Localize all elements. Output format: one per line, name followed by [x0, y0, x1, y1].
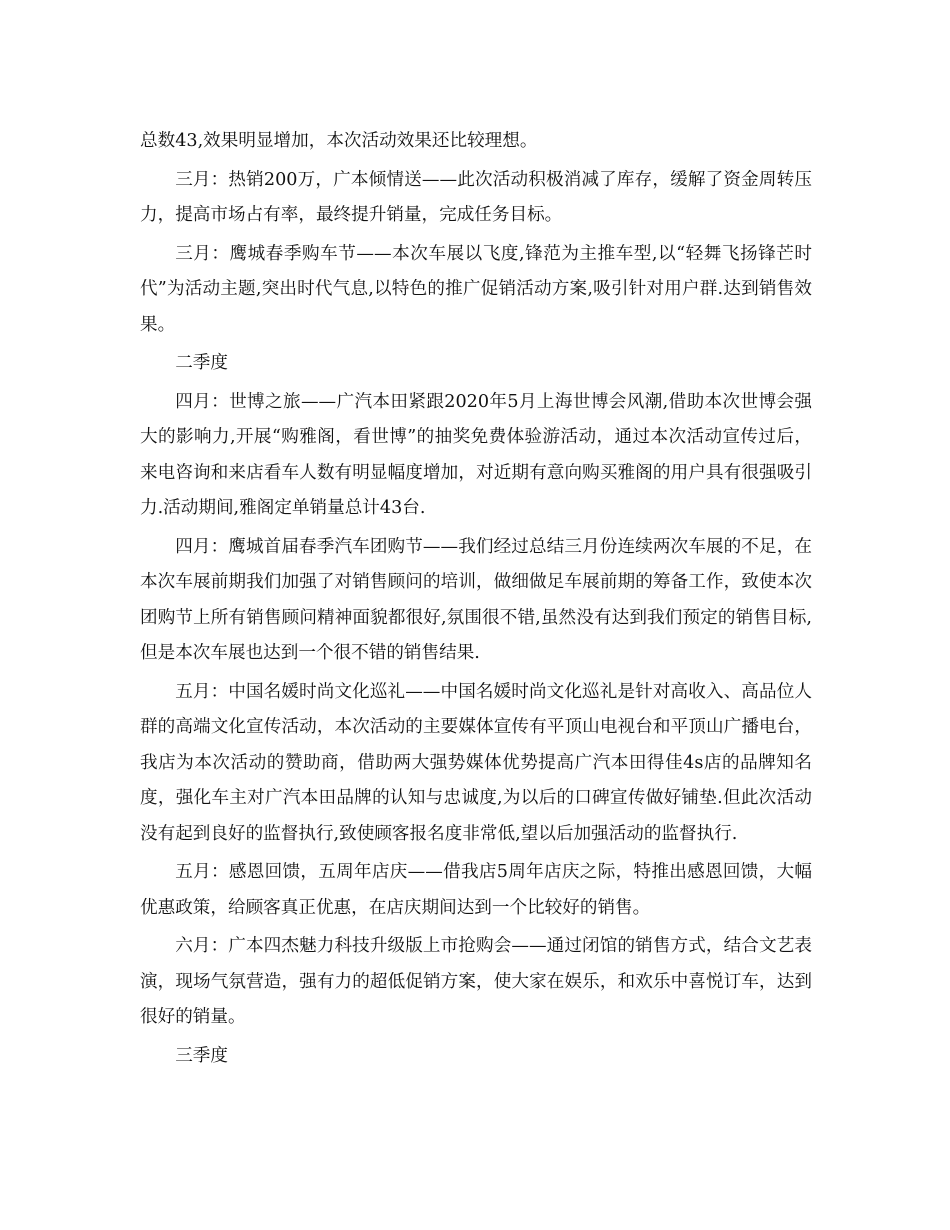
section-heading-q2: 二季度 [175, 353, 228, 373]
paragraph-april-expo: 四月：世博之旅——广汽本田紧跟2020年5月上海世博会风潮,借助本次世博会强大的影响力,开展“购雅阁，看世博”的抽奖免费体验游活动，通过本次活动宣传过后，来电咨询和来店看车人数有明显幅度增加，对近期有意向购买雅阁的用户具有很强吸引力.活动期间,雅阁定单销量总计43台. [140, 391, 812, 518]
section-heading-q3: 三季度 [175, 1045, 228, 1066]
paragraph-may-culture-tour: 五月：中国名媛时尚文化巡礼——中国名媛时尚文化巡礼是针对高收入、高品位人群的高端文化宣传活动，本次活动的主要媒体宣传有平顶山电视台和平顶山广播电台，我店为本次活动的赞助商，借助两大强势媒体优势提高广汽本田得佳4s店的品牌知名度，强化车主对广汽本田品牌的认知与忠诚度,为以后的口碑宣传做好铺垫.但此次活动没有起到良好的监督执行,致使顾客报名度非常低,望以后加强活动的监督执行. [140, 681, 812, 844]
paragraph-march-car-festival: 三月：鹰城春季购车节——本次车展以飞度,锋范为主推车型,以“轻舞飞扬锋芒时代”为活动主题,突出时代气息,以特色的推广促销活动方案,吸引针对用户群.达到销售效果。 [140, 243, 812, 335]
paragraph-march-sale: 三月：热销200万，广本倾情送——此次活动积极消减了库存，缓解了资金周转压力，提高市场占有率，最终提升销量，完成任务目标。 [140, 169, 812, 225]
document-body [140, 124, 812, 1077]
paragraph-april-group-buy: 四月：鹰城首届春季汽车团购节——我们经过总结三月份连续两次车展的不足，在本次车展前期我们加强了对销售顾问的培训，做细做足车展前期的筹备工作，致使本次团购节上所有销售顾问精神面貌都很好,氛围很不错,虽然没有达到我们预定的销售目标,但是本次车展也达到一个很不错的销售结果. [140, 536, 812, 663]
paragraph-may-anniversary: 五月：感恩回馈，五周年店庆——借我店5周年店庆之际，特推出感恩回馈，大幅优惠政策，给顾客真正优惠，在店庆期间达到一个比较好的销售。 [140, 862, 812, 918]
paragraph-continuation: 总数43,效果明显增加，本次活动效果还比较理想。 [140, 131, 538, 151]
paragraph-june-launch: 六月：广本四杰魅力科技升级版上市抢购会——通过闭馆的销售方式，结合文艺表演，现场气氛营造，强有力的超低促销方案，使大家在娱乐，和欢乐中喜悦订车，达到很好的销量。 [140, 936, 812, 1027]
